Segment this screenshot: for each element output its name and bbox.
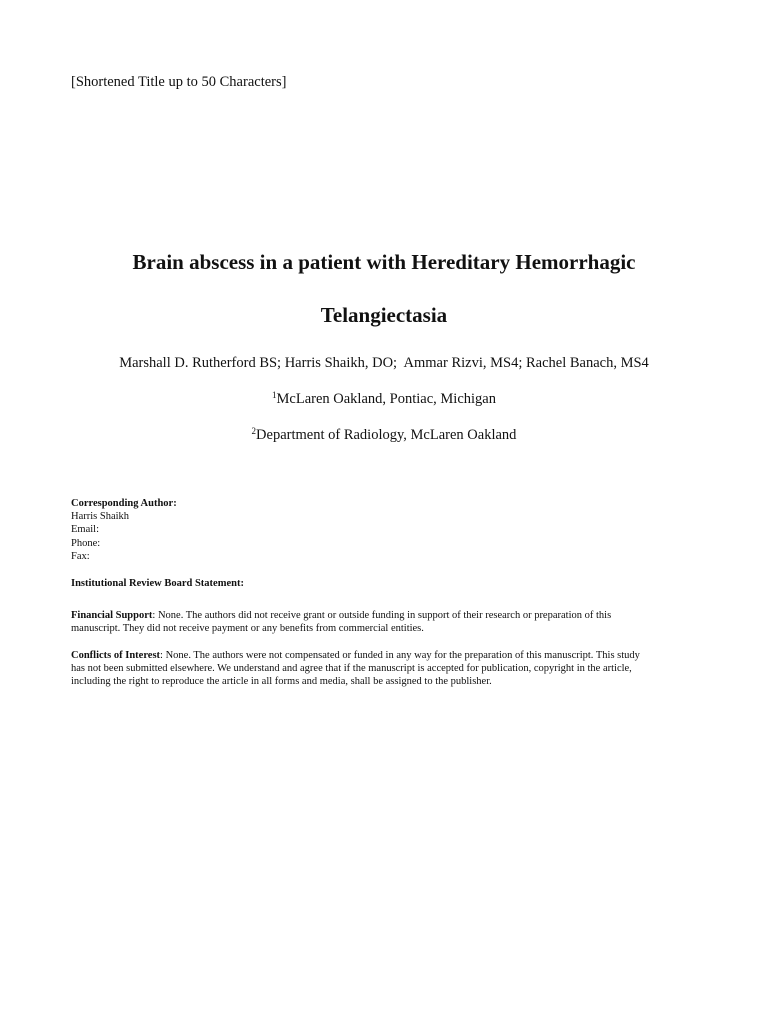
financial-support-paragraph xyxy=(71,609,691,635)
affiliation-2 xyxy=(0,426,768,444)
financial-support-heading: Financial Support xyxy=(71,610,153,621)
conflicts-line-3: including the right to reproduce the article in all forms and media, shall be assigned to the publisher. xyxy=(71,676,492,688)
fax-label: Fax: xyxy=(71,550,90,562)
conflicts-of-interest-heading: Conflicts of Interest xyxy=(71,650,161,661)
affiliation-2-marker: 2 xyxy=(251,426,257,436)
running-head: [Shortened Title up to 50 Characters] xyxy=(71,74,287,90)
corresponding-author-heading: Corresponding Author: xyxy=(71,498,177,509)
author-list: Marshall D. Rutherford BS; Harris Shaikh, DO; Ammar Rizvi, MS4; Rachel Banach, MS4 xyxy=(119,355,649,371)
conflicts-line-2: has not been submitted elsewhere. We understand and agree that if the manuscript is accepted for publication, copyright in the article, xyxy=(71,663,632,675)
corresponding-author-block xyxy=(71,497,691,563)
conflicts-of-interest-paragraph xyxy=(71,649,691,689)
affiliation-1 xyxy=(0,390,768,408)
title-line-2: Telangiectasia xyxy=(320,303,448,327)
conflicts-line-1: : None. The authors were not compensated or funded in any way for the preparation of this manuscript. This study xyxy=(160,650,640,661)
affiliation-1-marker: 1 xyxy=(272,390,277,400)
financial-support-line-2: manuscript. They did not receive payment or any benefits from commercial entities. xyxy=(71,623,424,635)
affiliation-1-text: McLaren Oakland, Pontiac, Michigan xyxy=(276,391,496,407)
irb-statement xyxy=(71,577,691,590)
title-line-1: Brain abscess in a patient with Hereditary Hemorrhagic xyxy=(132,250,636,274)
phone-label: Phone: xyxy=(71,537,101,549)
affiliation-2-text: Department of Radiology, McLaren Oakland xyxy=(256,427,517,443)
corresponding-author-name: Harris Shaikh xyxy=(71,511,130,523)
financial-support-line-1: : None. The authors did not receive grant or outside funding in support of their research or preparation of this xyxy=(152,610,612,621)
irb-heading: Institutional Review Board Statement: xyxy=(71,578,244,589)
email-label: Email: xyxy=(71,524,99,536)
